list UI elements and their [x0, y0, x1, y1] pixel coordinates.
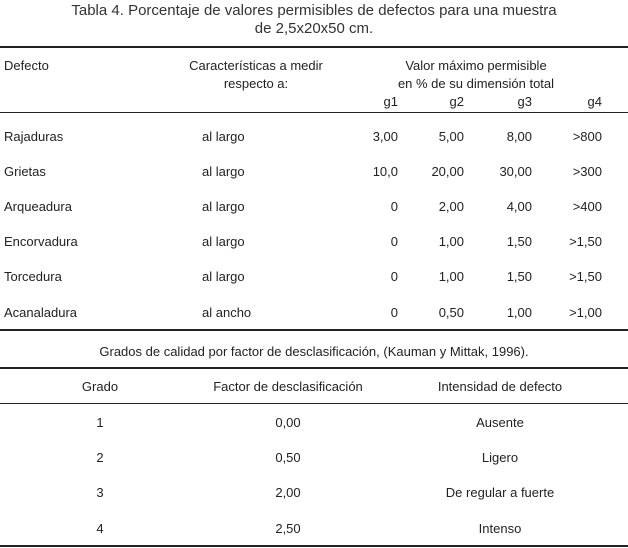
row-g3: 4,00: [506, 199, 532, 214]
row-g2: 1,00: [438, 234, 464, 249]
row-factor: 0,00: [275, 415, 301, 430]
grades-top-rule: [0, 367, 628, 369]
row-intensidad: De regular a fuerte: [445, 485, 555, 500]
row-defecto: Encorvadura: [4, 234, 78, 249]
header-rule: [0, 112, 628, 113]
row-grado: 3: [96, 485, 104, 500]
header-valor-line-2: en % de su dimensión total: [397, 76, 555, 91]
top-rule: [0, 46, 628, 48]
row-grado: 2: [96, 450, 104, 465]
header-g1: g1: [383, 94, 398, 109]
row-g2: 20,00: [431, 164, 464, 179]
row-defecto: Rajaduras: [4, 129, 64, 144]
header-intensidad: Intensidad de defecto: [437, 379, 563, 394]
row-defecto: Arqueadura: [4, 199, 72, 214]
row-g4: >300: [572, 164, 602, 179]
row-g4: >400: [572, 199, 602, 214]
row-g2: 0,50: [438, 305, 464, 320]
header-defecto: Defecto: [4, 58, 49, 73]
row-g3: 1,50: [506, 269, 532, 284]
row-g1: 3,00: [372, 129, 398, 144]
row-intensidad: Ligero: [481, 450, 519, 465]
row-g2: 1,00: [438, 269, 464, 284]
row-g3: 8,00: [506, 129, 532, 144]
header-caracteristicas-line-2: respecto a:: [223, 76, 289, 91]
grades-bottom-rule: [0, 545, 628, 547]
row-g4: >1,50: [569, 234, 602, 249]
row-g3: 1,00: [506, 305, 532, 320]
row-g3: 1,50: [506, 234, 532, 249]
row-caracteristica: al ancho: [202, 305, 252, 320]
row-g2: 5,00: [438, 129, 464, 144]
row-caracteristica: al largo: [202, 164, 245, 179]
header-g3: g3: [517, 94, 532, 109]
header-factor: Factor de desclasificación: [213, 379, 363, 394]
row-g1: 10,0: [372, 164, 398, 179]
row-factor: 2,00: [275, 485, 301, 500]
row-intensidad: Intenso: [478, 521, 522, 536]
row-g2: 2,00: [438, 199, 464, 214]
row-defecto: Acanaladura: [4, 305, 77, 320]
row-g1: 0: [390, 305, 398, 320]
table-title-line-1: Tabla 4. Porcentaje de valores permisibles de defectos para una muestra: [71, 2, 557, 19]
grades-header-rule: [0, 403, 628, 404]
row-defecto: Grietas: [4, 164, 46, 179]
grades-caption: Grados de calidad por factor de desclasificación, (Kauman y Mittak, 1996).: [99, 344, 529, 359]
row-factor: 0,50: [275, 450, 301, 465]
row-caracteristica: al largo: [202, 129, 245, 144]
row-caracteristica: al largo: [202, 269, 245, 284]
row-g3: 30,00: [499, 164, 532, 179]
row-intensidad: Ausente: [476, 415, 524, 430]
row-g1: 0: [390, 234, 398, 249]
row-g1: 0: [390, 199, 398, 214]
header-valor-line-1: Valor máximo permisible: [405, 58, 547, 73]
table4-bottom-rule: [0, 329, 628, 331]
row-g4: >800: [572, 129, 602, 144]
row-grado: 1: [96, 415, 104, 430]
row-g4: >1,50: [569, 269, 602, 284]
row-factor: 2,50: [275, 521, 301, 536]
header-caracteristicas-line-1: Características a medir: [189, 58, 323, 73]
header-grado: Grado: [81, 379, 119, 394]
header-g2: g2: [449, 94, 464, 109]
row-grado: 4: [96, 521, 104, 536]
header-g4: g4: [587, 94, 602, 109]
row-g4: >1,00: [569, 305, 602, 320]
row-caracteristica: al largo: [202, 234, 245, 249]
row-g1: 0: [390, 269, 398, 284]
row-defecto: Torcedura: [4, 269, 62, 284]
row-caracteristica: al largo: [202, 199, 245, 214]
table-title-line-2: de 2,5x20x50 cm.: [254, 20, 374, 37]
